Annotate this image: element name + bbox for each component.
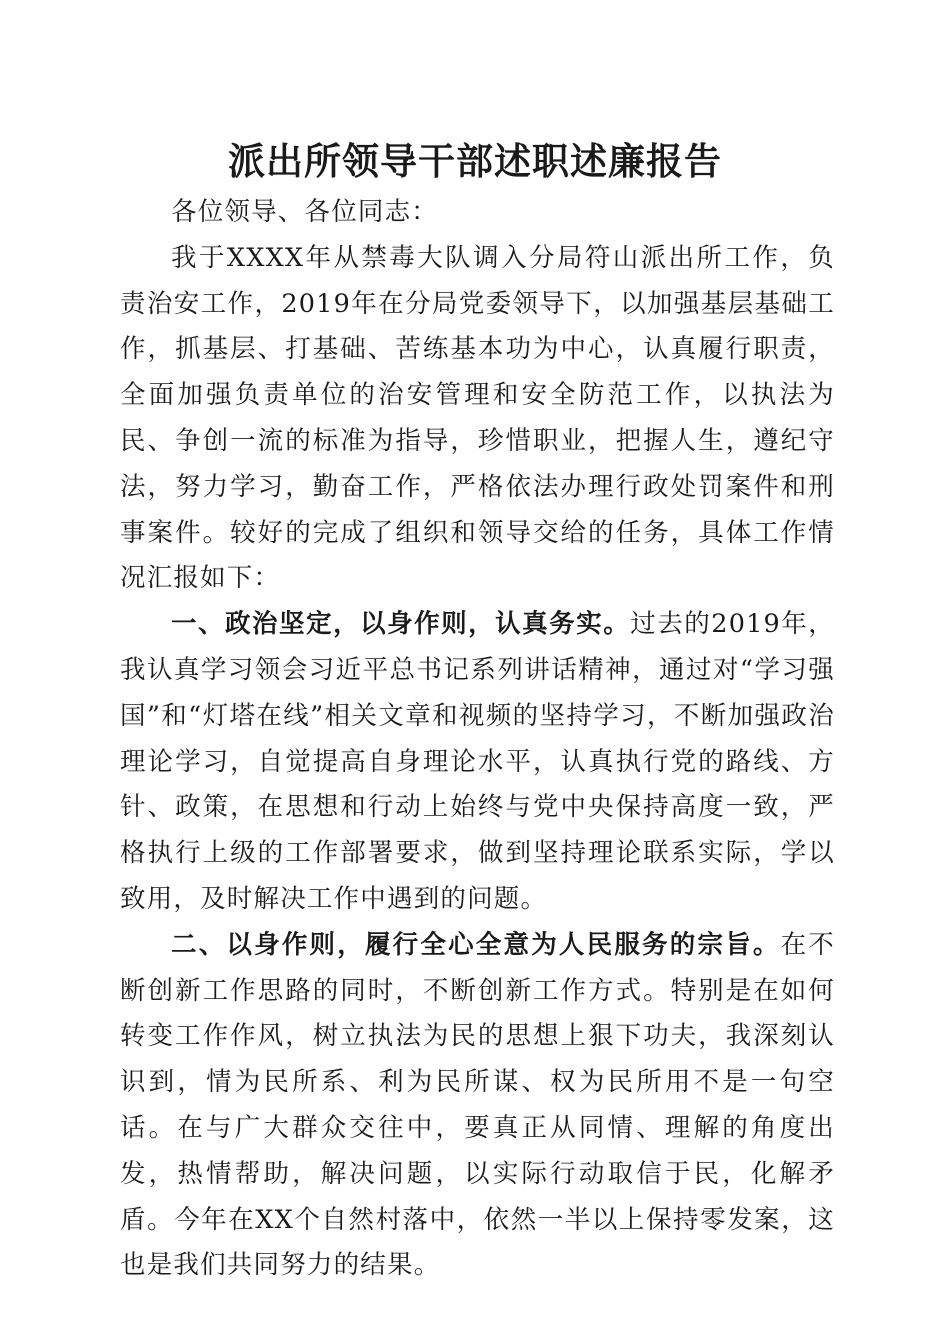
section-1-heading: 一、政治坚定，以身作则，认真务实。 xyxy=(171,609,631,640)
section-2-text: 在不断创新工作思路的同时，不断创新工作方式。特别是在如何转变工作作风，树立执法为民的思想上狠下功夫，我深刻认识到，情为民所系、利为民所谋、权为民所用不是一句空话。在与广大群众交往中，要真正从同情、理解的角度出发，热情帮助，解决问题，以实际行动取信于民，化解矛盾。今年在XX个自然村落中，依然一半以上保持零发案，这也是我们共同努力的结果。 xyxy=(120,929,836,1281)
salutation: 各位领导、各位同志： xyxy=(171,197,439,227)
intro-paragraph: 我于XXXX年从禁毒大队调入分局符山派出所工作，负责治安工作，2019年在分局党委领导下，以加强基层基础工作，抓基层、打基础、苦练基本功为中心，认真履行职责，全面加强负责单位的治安管理和安全防范工作，以执法为民、争创一流的标准为指导，珍惜职业，把握人生，遵纪守法，努力学习，勤奋工作，严格依法办理行政处罚案件和刑事案件。较好的完成了组织和领导交给的任务，具体工作情况汇报如下： xyxy=(120,242,835,594)
section-1-paragraph xyxy=(120,602,835,923)
section-1-text: 过去的2019年，我认真学习领会习近平总书记系列讲话精神，通过对“学习强国”和“灯塔在线”相关文章和视频的坚持学习，不断加强政治理论学习，自觉提高自身理论水平，认真执行党的路线、方针、政策，在思想和行动上始终与党中央保持高度一致，严格执行上级的工作部署要求，做到坚持理论联系实际，学以致用，及时解决工作中遇到的问题。 xyxy=(120,609,835,914)
document-body xyxy=(120,190,835,1289)
section-2-paragraph xyxy=(120,923,835,1289)
section-2-heading: 二、以身作则，履行全心全意为人民服务的宗旨。 xyxy=(171,929,781,960)
document-title: 派出所领导干部述职述廉报告 xyxy=(228,139,722,183)
